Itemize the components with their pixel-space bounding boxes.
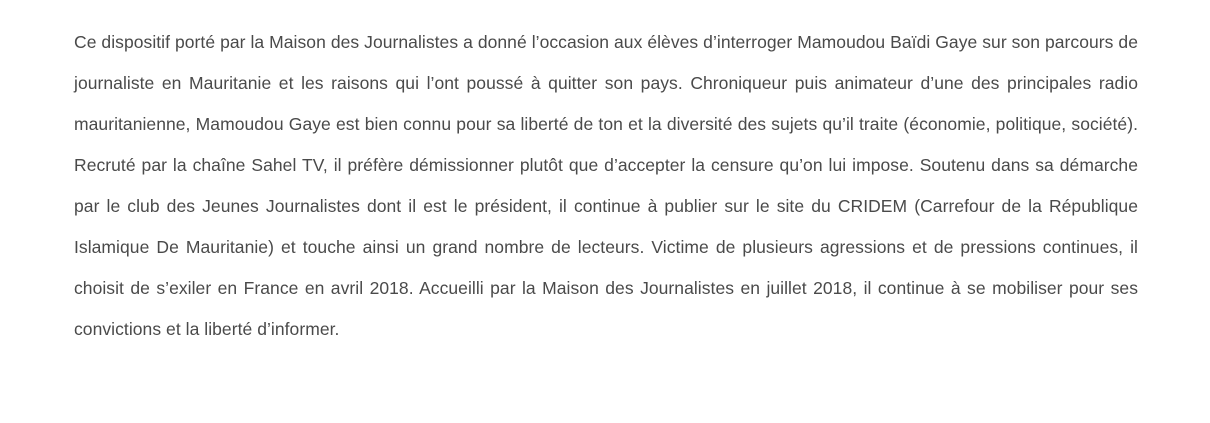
article-container [74, 0, 1138, 350]
article-body-paragraph: Ce dispositif porté par la Maison des Journalistes a donné l’occasion aux élèves d’interroger Mamoudou Baïdi Gaye sur son parcours de journaliste en Mauritanie et les raisons qui l’ont poussé à quitter son pays. Chroniqueur puis animateur d’une des principales radio mauritanienne, Mamoudou Gaye est bien connu pour sa liberté de ton et la diversité des sujets qu’il traite (économie, politique, société). Recruté par la chaîne Sahel TV, il préfère démissionner plutôt que d’accepter la censure qu’on lui impose. Soutenu dans sa démarche par le club des Jeunes Journalistes dont il est le président, il continue à publier sur le site du CRIDEM (Carrefour de la République Islamique De Mauritanie) et touche ainsi un grand nombre de lecteurs. Victime de plusieurs agressions et de pressions continues, il choisit de s’exiler en France en avril 2018. Accueilli par la Maison des Journalistes en juillet 2018, il continue à se mobiliser pour ses convictions et la liberté d’informer. [74, 32, 1138, 339]
article-title [74, 0, 1138, 6]
